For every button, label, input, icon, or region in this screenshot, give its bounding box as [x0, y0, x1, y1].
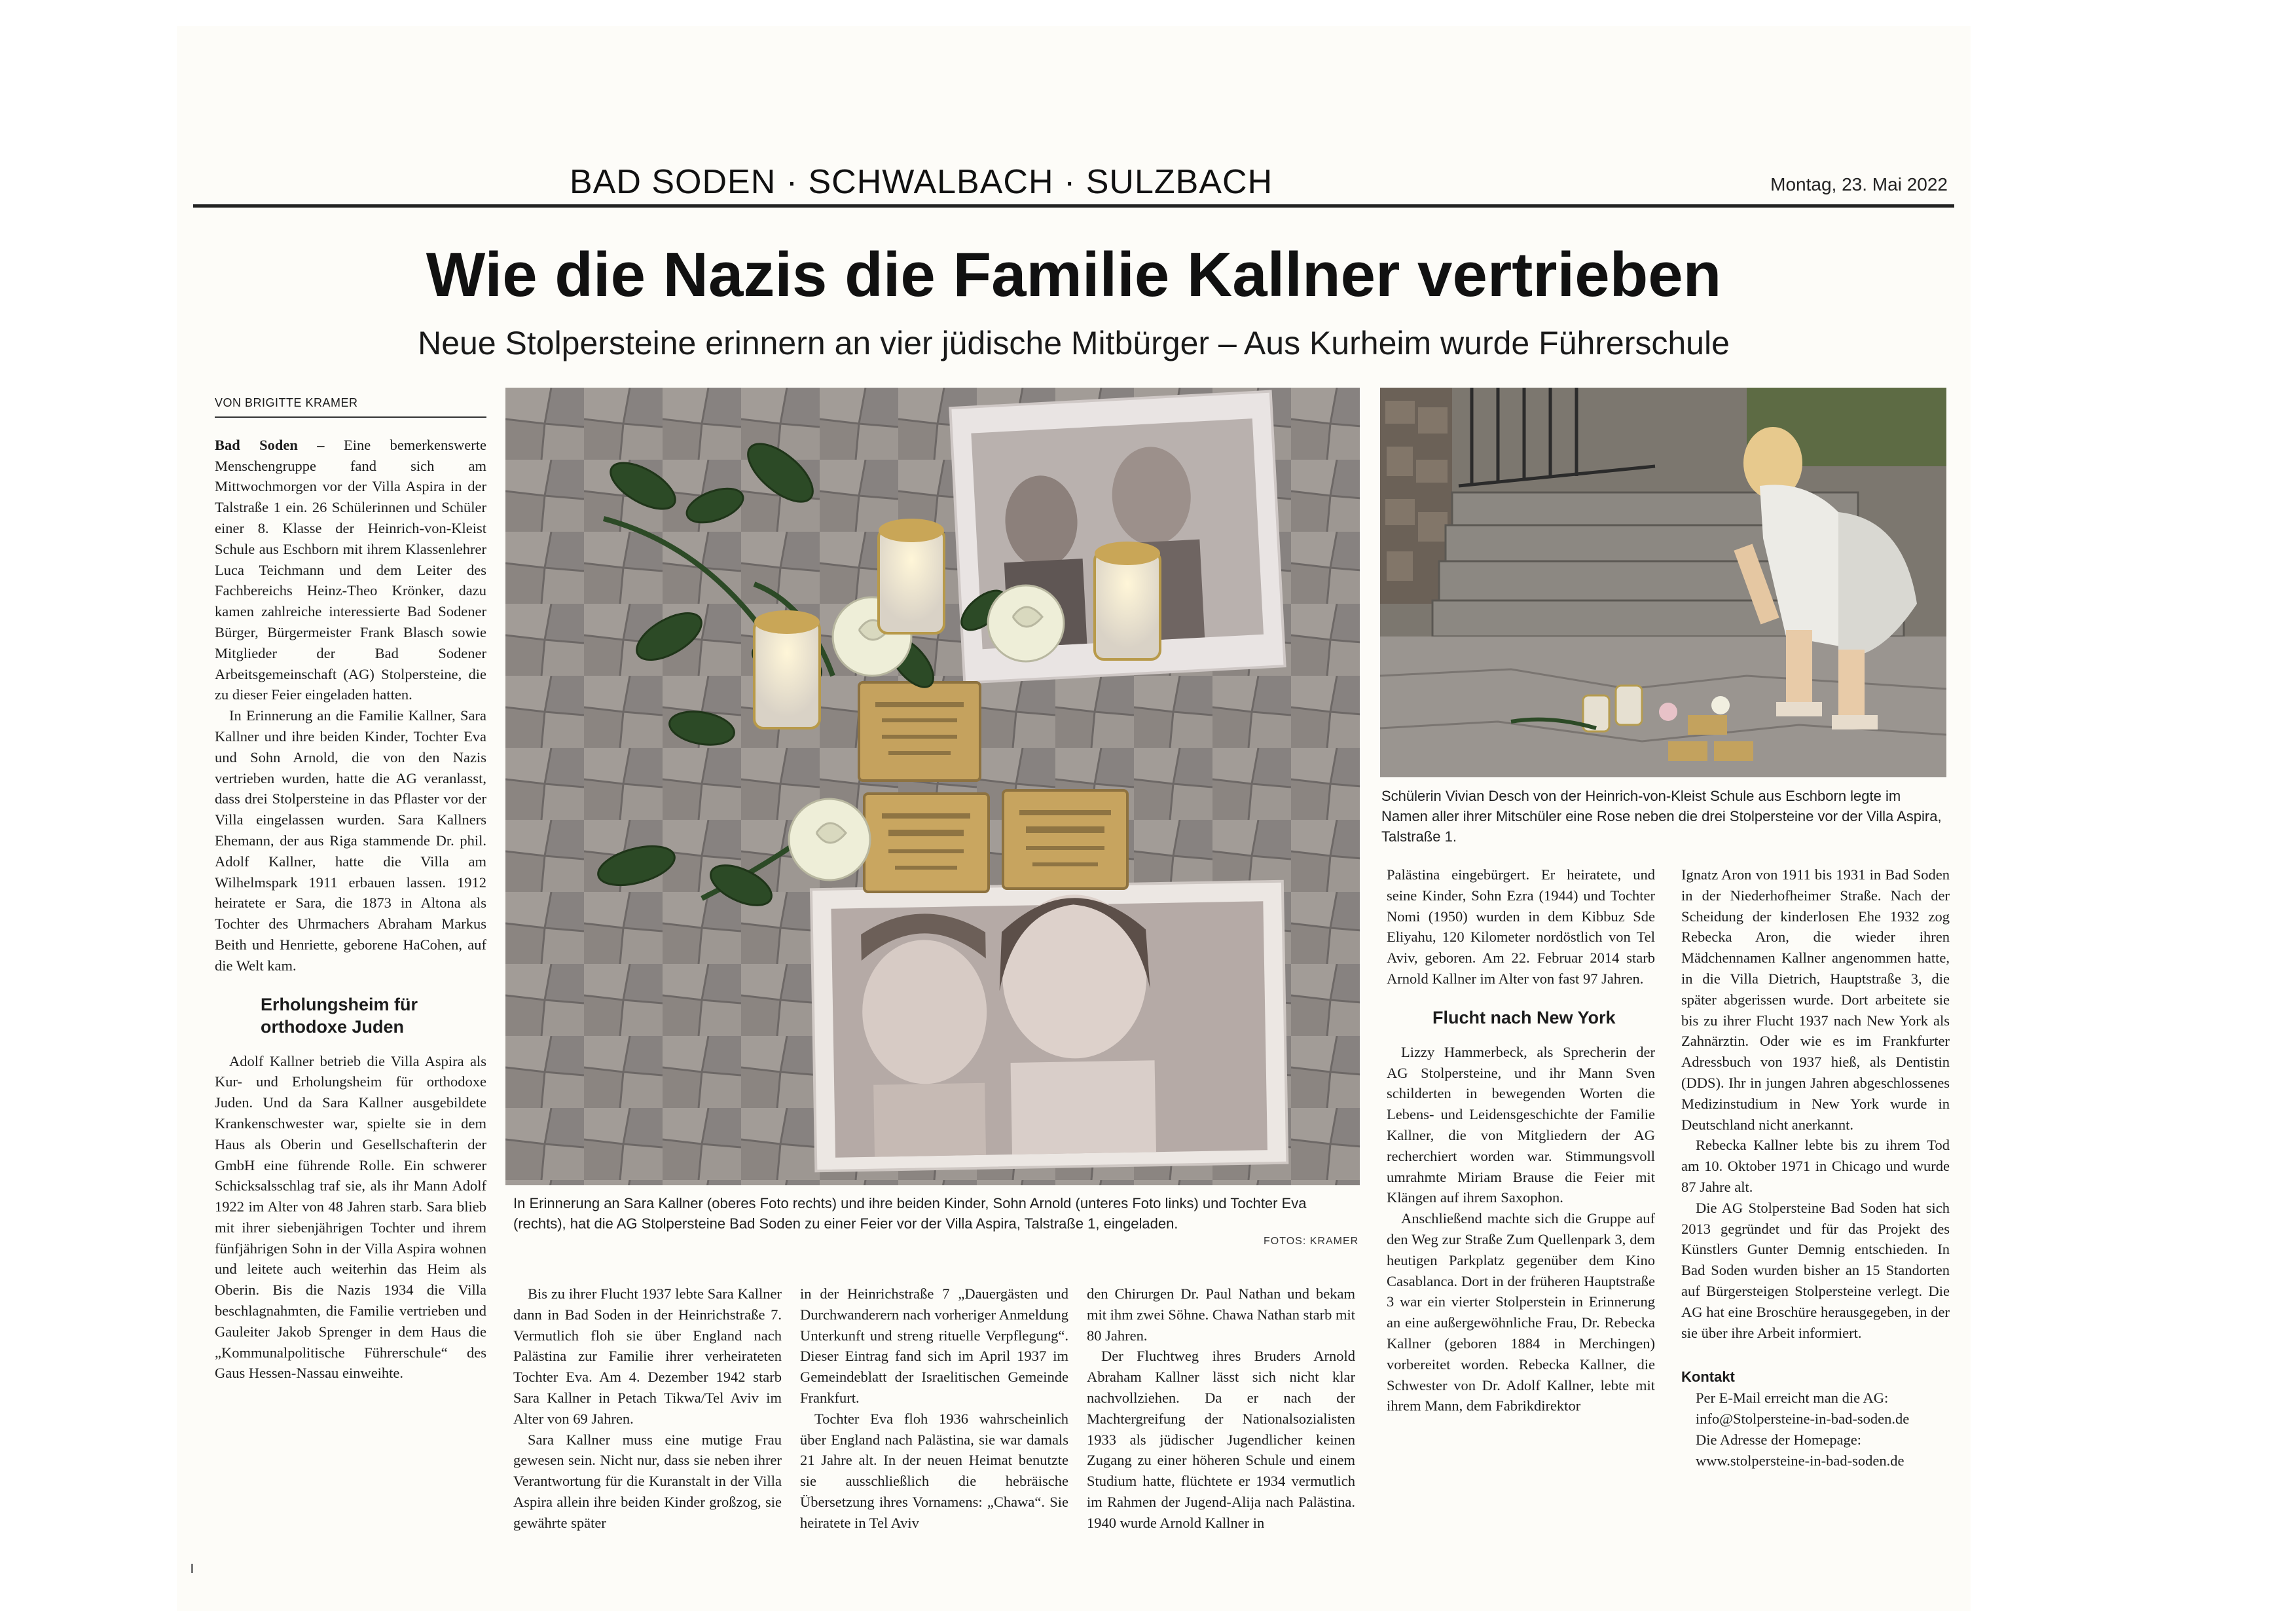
article-column-5 — [1387, 864, 1655, 1611]
paragraph: Bis zu ihrer Flucht 1937 lebte Sara Kallner dann in Bad Soden in der Heinrichstraße 7. Vermutlich floh sie über England nach Palästina zur Familie ihrer verheirateten Tochter Eva. Am 4. Dezember 1942 starb Sara Kallner in Petach Tikwa/Tel Aviv im Alter von 69 Jahren. — [513, 1285, 782, 1427]
paragraph: Bad Soden – Eine bemerkenswerte Menschengruppe fand sich am Mittwochmorgen vor der Villa Aspira in der Talstraße 1 ein. 26 Schülerinnen und Schüler einer 8. Klasse der Heinrich-von-Kleist Schule aus Eschborn mit ihrem Klassenlehrer Luca Teichmann und dem Leiter des Fachbereichs Heinz-Theo Krönker, dazu kamen zahlreiche interessierte Bad Sodener Bürger, Bürgermeister Frank Blasch sowie Mitglieder der Bad Sodener Arbeitsgemeinschaft (AG) Stolpersteine, die zu dieser Feier eingeladen hatten. — [215, 436, 486, 703]
main-photo — [505, 388, 1360, 1185]
paragraph: den Chirurgen Dr. Paul Nathan und bekam mit ihm zwei Söhne. Chawa Nathan starb mit 80 Jahren. — [1087, 1285, 1355, 1344]
subheading: Erholungsheim für orthodoxe Juden — [261, 994, 418, 1037]
contact-url[interactable]: www.stolpersteine-in-bad-soden.de — [1696, 1452, 1904, 1469]
main-photo-caption: In Erinnerung an Sara Kallner (oberes Foto rechts) und ihre beiden Kinder, Sohn Arnold (unteres Foto links) und Tochter Eva (rechts), hat die AG Stolpersteine Bad Soden zu einer Feier vor der Villa Aspira, Talstraße 1, eingeladen. — [513, 1195, 1307, 1232]
photo-credit: FOTOS: KRAMER — [1264, 1236, 1359, 1247]
paragraph: Anschließend machte sich die Gruppe auf den Weg zur Straße Zum Quellenpark 3, dem heutigen Parkplatz gegenüber dem Kino Casablanca. Dort in der früheren Hauptstraße 3 war ein vierter Stolperstein in Erinnerung an eine außergewöhnliche Frau, Dr. Rebecka Kallner (geboren 1884 in Merchingen) vorbereitet worden. Rebecka Kallner, die Schwester von Dr. Adolf Kallner, lebte mit ihrem Mann, dem Fabrikdirektor — [1387, 1210, 1655, 1414]
paragraph: Sara Kallner muss eine mutige Frau gewesen sein. Nicht nur, dass sie neben ihrer Verantwortung für die Kuranstalt in der Villa Aspira allein ihre beiden Kinder großzog, sie gewährte später — [513, 1431, 782, 1531]
stolperstein-eva — [864, 794, 989, 892]
section-header — [193, 157, 1954, 208]
portrait-photo-children — [811, 881, 1287, 1172]
contact-heading: Kontakt — [1681, 1369, 1735, 1386]
subheading: Flucht nach New York — [1432, 1007, 1616, 1027]
subheadline: Neue Stolpersteine erinnern an vier jüdische Mitbürger – Aus Kurheim wurde Führerschule — [418, 325, 1730, 361]
side-photo-caption: Schülerin Vivian Desch von der Heinrich-von-Kleist Schule aus Eschborn legte im Namen aller ihrer Mitschüler eine Rose neben die drei Stolpersteine vor der Villa Aspira, Talstraße 1. — [1381, 788, 1942, 845]
contact-text: Die Adresse der Homepage: — [1696, 1431, 1862, 1448]
paragraph: Palästina eingebürgert. Er heiratete, und seine Kinder, Sohn Ezra (1944) und Tochter Nomi (1950) wurden in dem Kibbuz Sde Eliyahu, 120 Kilometer nordöstlich von Tel Aviv, geboren. Am 22. Februar 2014 starb Arnold Kallner im Alter von fast 97 Jahren. — [1387, 866, 1655, 987]
article-column-3 — [800, 1283, 1068, 1611]
paragraph: Rebecka Kallner lebte bis zu ihrem Tod am 10. Oktober 1971 in Chicago und wurde 87 Jahre alt. — [1681, 1137, 1950, 1195]
paragraph: Der Fluchtweg ihres Bruders Arnold Abraham Kallner lässt sich nicht klar nachvollziehen. Da er nach der Machtergreifung der Nationalsozialisten 1933 als jüdischer Jugendlicher keinen Zugang zu einer höheren Schule und einem Studium hatte, flüchtete er 1934 vermutlich im Rahmen der Jugend-Alija nach Palästina. 1940 wurde Arnold Kallner in — [1087, 1348, 1355, 1531]
article-column-2 — [513, 1283, 782, 1611]
article-column-6 — [1681, 864, 1950, 1611]
article-column-4 — [1087, 1283, 1355, 1611]
headline: Wie die Nazis die Familie Kallner vertrieben — [426, 240, 1722, 310]
paragraph: In Erinnerung an die Familie Kallner, Sara Kallner und ihre beiden Kinder, Tochter Eva und Sohn Arnold, die von den Nazis vertrieben wurden, hatte die AG veranlasst, dass drei Stolpersteine in das Pflaster vor der Villa eingelassen wurden. Sara Kallners Ehemann, der aus Riga stammende Dr. phil. Adolf Kallner, hatte die Villa am Wilhelmspark 1911 erbauen lassen. 1912 heiratete er Sara, die 1873 in Altona als Tochter des Uhrmachers Abraham Markus Beith und Henriette, geborene HaCohen, auf die Welt kam. — [215, 707, 486, 974]
paragraph: Ignatz Aron von 1911 bis 1931 in Bad Soden in der Niederhofheimer Straße. Nach der Scheidung der kinderlosen Ehe 1932 zog Rebecka Aron, die wieder ihren Mädchennamen Kallner angenommen hatte, in die Villa Dietrich, Hauptstraße 3, die später abgerissen wurde. Dort arbeitete sie bis zu ihrer Flucht 1937 nach New York als Zahnärztin. Oder wie es im Frankfurter Adressbuch von 1937 hieß, als Dentistin (DDS). Ihr in jungen Jahren abgeschlossenes Medizinstudium in New York wurde in Deutschland nicht anerkannt. — [1681, 866, 1950, 1133]
paragraph: Die AG Stolpersteine Bad Soden hat sich 2013 gegründet und für das Projekt des Künstlers Gunter Demnig entschieden. In Bad Soden wurden bisher an 15 Standorten auf Bürgersteigen Stolpersteine verlegt. Die AG hat eine Broschüre herausgegeben, in der sie über ihre Arbeit informiert. — [1681, 1199, 1950, 1341]
stolpersteine-photo — [505, 388, 1360, 1185]
byline: VON BRIGITTE KRAMER — [215, 393, 486, 418]
paragraph: Tochter Eva floh 1936 wahrscheinlich über England nach Palästina, sie war damals 21 Jahre alt. In der neuen Heimat benutzte sie ausschließlich die hebräische Übersetzung ihres Vornamens: „Chawa“. Sie heiratete in Tel Aviv — [800, 1410, 1068, 1531]
contact-email[interactable]: info@Stolpersteine-in-bad-soden.de — [1696, 1410, 1910, 1427]
article-column-1 — [215, 393, 486, 1611]
paragraph: Lizzy Hammerbeck, als Sprecherin der AG Stolpersteine, und ihr Mann Sven schilderten in bewegenden Worten die Lebens- und Leidensgeschichte der Familie Kallner, die von Mitgliedern der AG recherchiert worden war. Stimmungsvoll umrahmte Miriam Brause die Feier mit Klängen auf ihrem Saxophon. — [1387, 1043, 1655, 1206]
paragraph: in der Heinrichstraße 7 „Dauergästen und Durchwanderern nach vorheriger Anmeldung Unterkunft und streng rituelle Verpflegung“. Dieser Eintrag fand sich im April 1937 im Gemeindeblatt der Israelitischen Gemeinde Frankfurt. — [800, 1285, 1068, 1406]
issue-date: Montag, 23. Mai 2022 — [1770, 174, 1948, 194]
student-laying-rose-photo — [1380, 388, 1946, 777]
side-photo — [1380, 388, 1946, 777]
dateline: Bad Soden – — [215, 436, 325, 453]
paragraph: Adolf Kallner betrieb die Villa Aspira als Kur- und Erholungsheim für orthodoxe Juden. Und da Sara Kallner ausgebildete Krankenschwester war, spielte sie in dem Haus als Oberin und Gesellschafterin der GmbH eine führende Rolle. Ein schwerer Schicksalsschlag traf sie, als ihr Mann Adolf 1922 im Alter von 48 Jahren starb. Sara blieb mit ihrer siebenjährigen Tochter und ihrem fünfjährigen Sohn in der Villa Aspira wohnen und leitete auch weiterhin das Heim als Oberin. Bis die Nazis 1934 die Villa beschlagnahmten, die Familie vertrieben und Gauleiter Jakob Sprenger in dem Haus die „Kommunalpolitische Führerschule“ des Gaus Hessen-Nassau einweihte. — [215, 1052, 486, 1382]
contact-text: Per E-Mail erreicht man die AG: — [1696, 1390, 1889, 1407]
scan-mark — [191, 1564, 193, 1573]
section-title: BAD SODEN · SCHWALBACH · SULZBACH — [570, 163, 1273, 201]
stolperstein-arnold — [859, 682, 980, 781]
stolperstein-sara — [1003, 790, 1127, 889]
